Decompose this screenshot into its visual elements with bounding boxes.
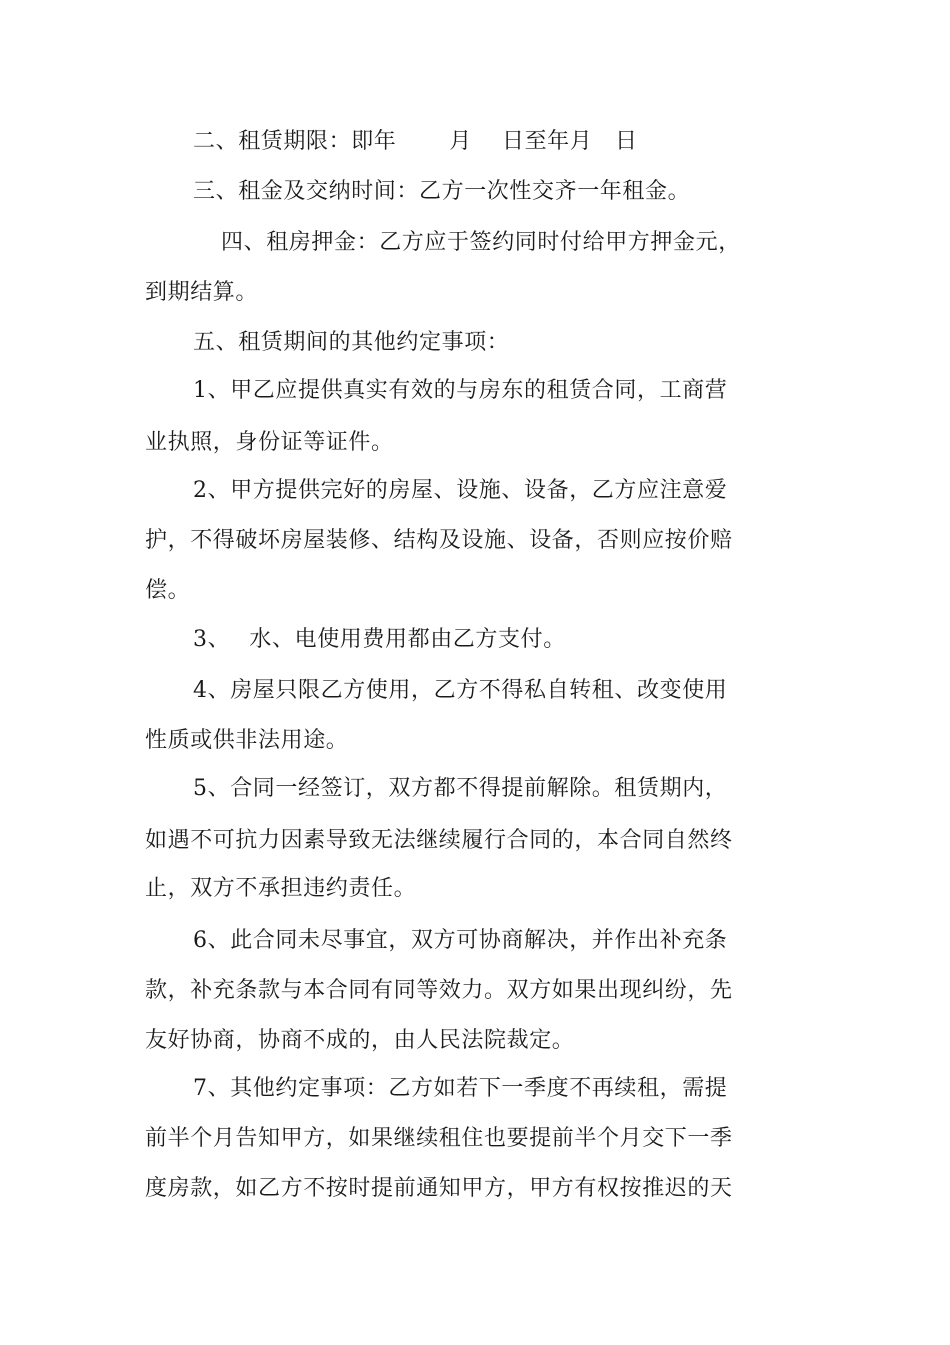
item-4-line-1: 4、房屋只限乙方使用，乙方不得私自转租、改变使用 bbox=[193, 678, 728, 703]
item-7-line-3: 度房款，如乙方不按时提前通知甲方，甲方有权按推迟的天 bbox=[145, 1176, 733, 1201]
item-6-line-1: 6、此合同未尽事宜，双方可协商解决，并作出补充条 bbox=[193, 928, 728, 953]
item-5-line-1: 5、合同一经签订，双方都不得提前解除。租赁期内， bbox=[193, 776, 728, 801]
clause-2-lease-term: 二、租赁期限：即年 月 日至年月 日 bbox=[193, 129, 638, 154]
clause-4-deposit-line-1: 四、租房押金：乙方应于签约同时付给甲方押金元， bbox=[221, 230, 741, 255]
item-7-line-2: 前半个月告知甲方，如果继续租住也要提前半个月交下一季 bbox=[145, 1126, 733, 1151]
item-2-line-3: 偿。 bbox=[145, 578, 191, 603]
clause-5-heading: 五、租赁期间的其他约定事项： bbox=[193, 330, 510, 355]
item-1-line-2: 业执照，身份证等证件。 bbox=[145, 430, 394, 455]
item-3-line-1: 3、 水、电使用费用都由乙方支付。 bbox=[193, 627, 566, 652]
item-5-line-2: 如遇不可抗力因素导致无法继续履行合同的，本合同自然终 bbox=[145, 828, 733, 853]
item-4-line-2: 性质或供非法用途。 bbox=[145, 728, 349, 753]
clause-3-rent-payment: 三、租金及交纳时间：乙方一次性交齐一年租金。 bbox=[193, 179, 691, 204]
item-6-line-3: 友好协商，协商不成的，由人民法院裁定。 bbox=[145, 1028, 575, 1053]
clause-4-deposit-line-2: 到期结算。 bbox=[145, 280, 259, 305]
item-1-line-1: 1、甲乙应提供真实有效的与房东的租赁合同，工商营 bbox=[193, 378, 728, 403]
item-7-line-1: 7、其他约定事项：乙方如若下一季度不再续租，需提 bbox=[193, 1076, 728, 1101]
item-5-line-3: 止，双方不承担违约责任。 bbox=[145, 876, 417, 901]
item-2-line-2: 护，不得破坏房屋装修、结构及设施、设备，否则应按价赔 bbox=[145, 528, 733, 553]
item-2-line-1: 2、甲方提供完好的房屋、设施、设备，乙方应注意爱 bbox=[193, 478, 728, 503]
item-6-line-2: 款，补充条款与本合同有同等效力。双方如果出现纠纷，先 bbox=[145, 978, 733, 1003]
